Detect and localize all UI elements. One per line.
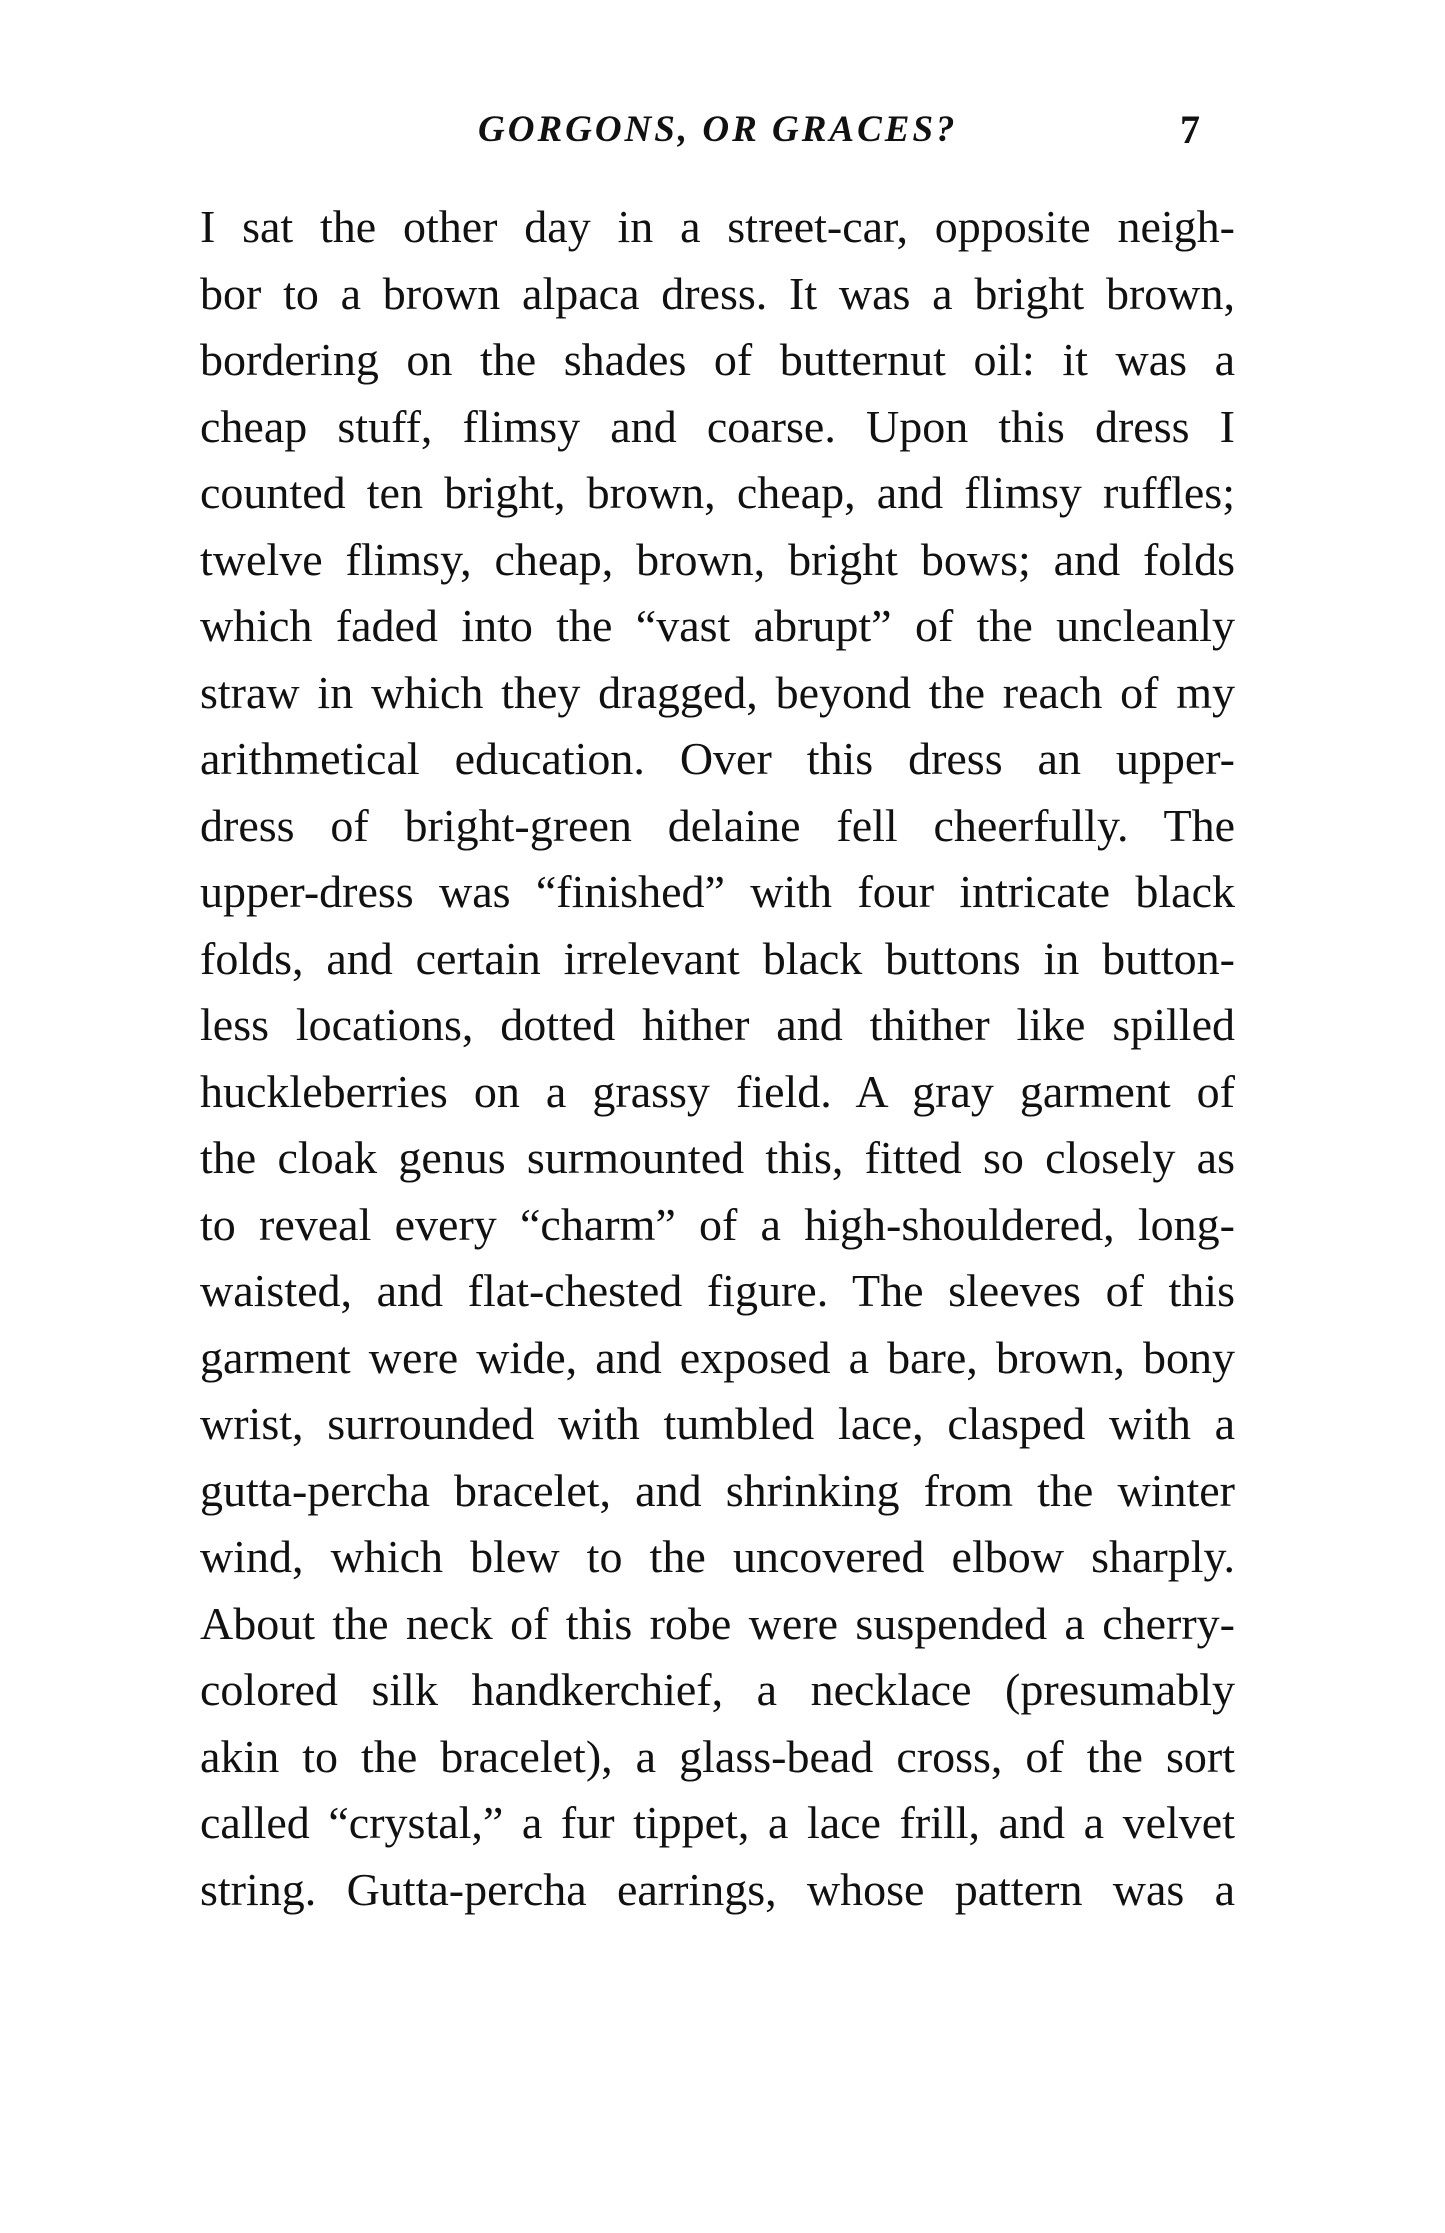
text-line: akin to the bracelet), a glass-bead cross, of the sort: [200, 1730, 1235, 1782]
text-line: called “crystal,” a fur tippet, a lace frill, and a velvet: [200, 1797, 1235, 1848]
text-line: string. Gutta-percha earrings, whose pattern was a: [200, 1863, 1235, 1915]
running-head-title: GORGONS, OR GRACES?: [478, 109, 958, 150]
text-line: dress of bright-green delaine fell cheerfully. The: [200, 799, 1235, 851]
text-line: colored silk handkerchief, a necklace (presumably: [200, 1664, 1235, 1715]
text-line: waisted, and flat-chested figure. The sleeves of this: [200, 1265, 1235, 1316]
text-line: I sat the other day in a street-car, opposite neigh-: [200, 201, 1235, 252]
text-line: to reveal every “charm” of a high-shouldered, long-: [200, 1198, 1235, 1250]
text-line: folds, and certain irrelevant black buttons in button-: [200, 932, 1235, 984]
text-line: twelve flimsy, cheap, brown, bright bows; and folds: [200, 533, 1235, 585]
text-line: less locations, dotted hither and thither like spilled: [200, 999, 1235, 1050]
text-line: gutta-percha bracelet, and shrinking from the winter: [200, 1464, 1235, 1516]
text-line: garment were wide, and exposed a bare, brown, bony: [200, 1331, 1235, 1383]
text-line: bordering on the shades of butternut oil: it was a: [200, 334, 1235, 385]
text-line: straw in which they dragged, beyond the reach of my: [200, 666, 1235, 718]
text-line: arithmetical education. Over this dress an upper-: [200, 733, 1235, 784]
text-line: which faded into the “vast abrupt” of the uncleanly: [200, 600, 1235, 651]
text-line: bor to a brown alpaca dress. It was a bright brown,: [200, 267, 1235, 319]
text-line: upper-dress was “finished” with four intricate black: [200, 866, 1235, 917]
text-line: huckleberries on a grassy field. A gray garment of: [200, 1065, 1235, 1117]
body-paragraph: [200, 194, 1235, 1923]
text-line: the cloak genus surmounted this, fitted so closely as: [200, 1132, 1235, 1183]
running-head: [0, 100, 1445, 160]
text-line: wrist, surrounded with tumbled lace, clasped with a: [200, 1398, 1235, 1449]
text-line: counted ten bright, brown, cheap, and flimsy ruffles;: [200, 467, 1235, 518]
text-line: cheap stuff, flimsy and coarse. Upon this dress I: [200, 400, 1235, 452]
text-line: wind, which blew to the uncovered elbow sharply.: [200, 1531, 1235, 1582]
page-number: 7: [1180, 107, 1200, 152]
text-line: About the neck of this robe were suspended a cherry-: [200, 1597, 1235, 1649]
